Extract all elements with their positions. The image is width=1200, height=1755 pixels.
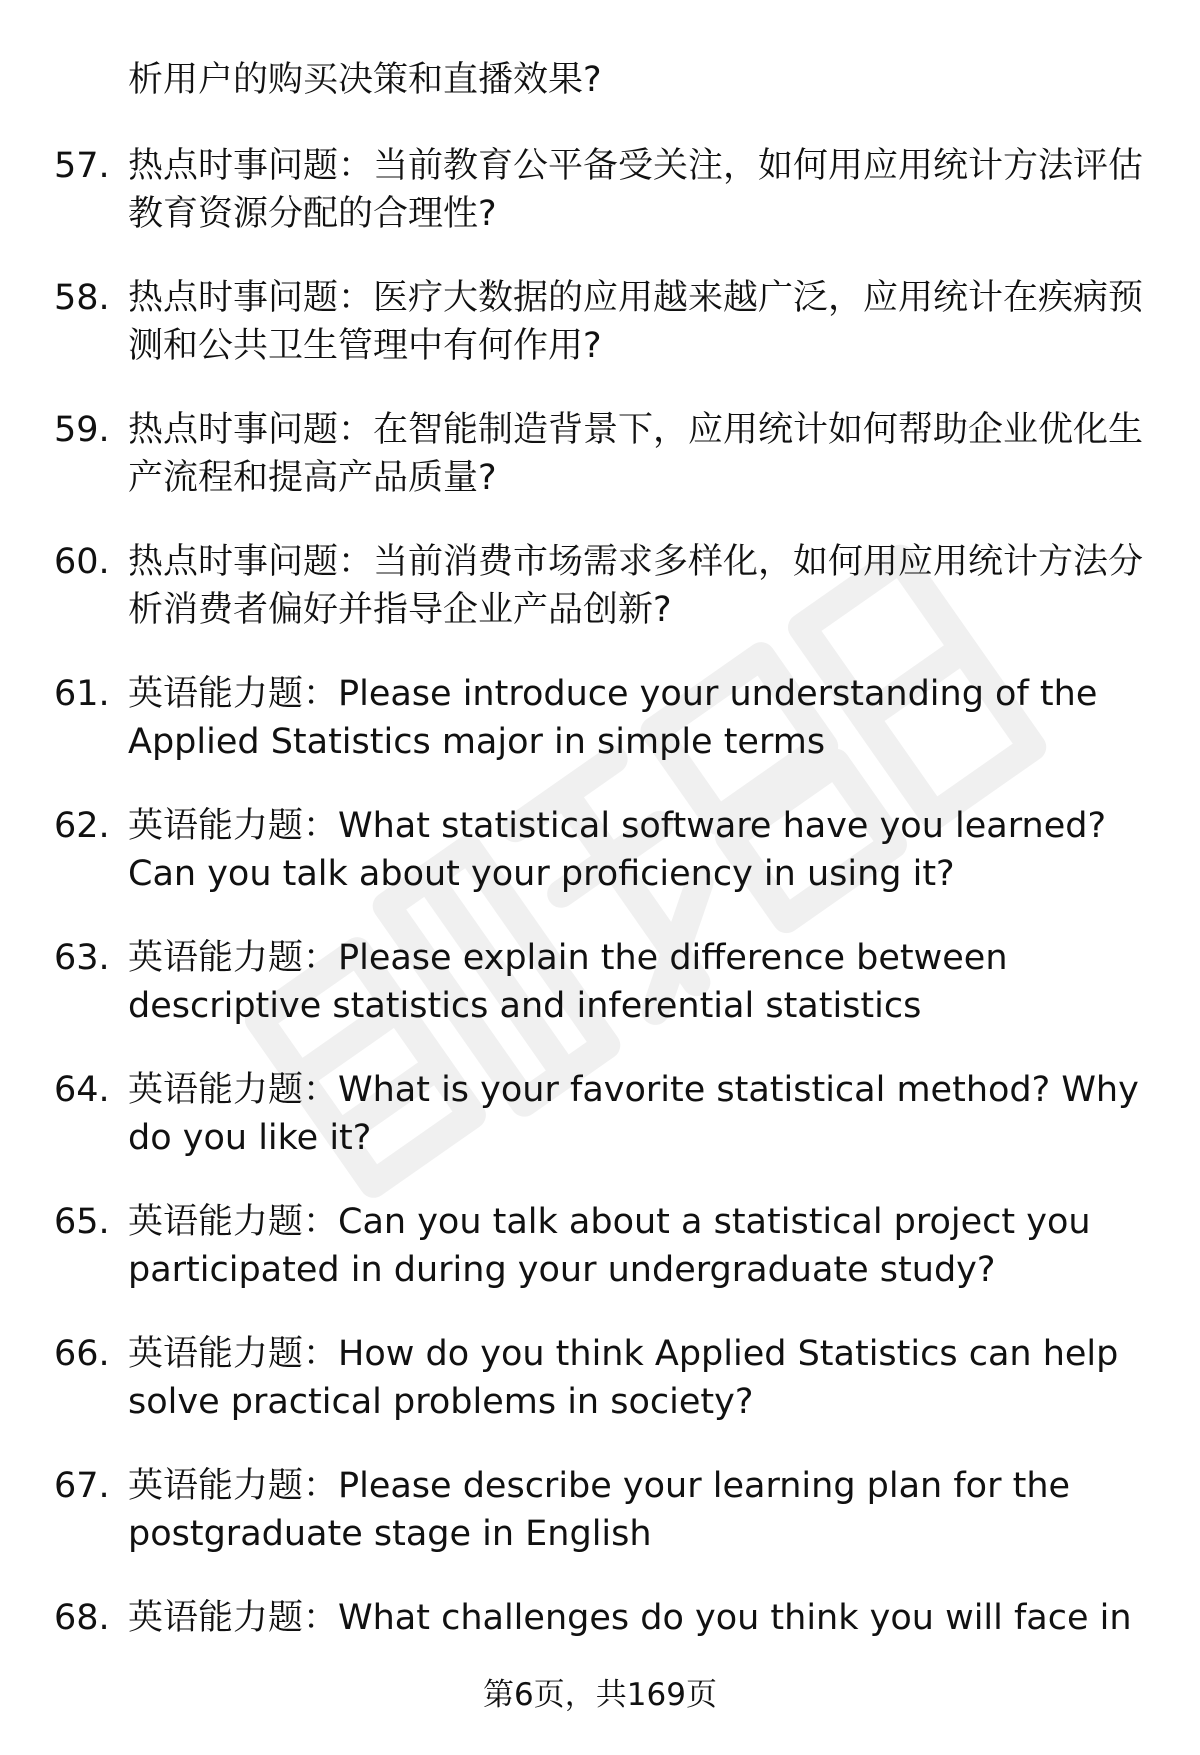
page-number-footer: 第6页，共169页 — [483, 1677, 717, 1713]
list-item — [0, 1198, 1200, 1330]
question-number: 62. — [54, 806, 110, 846]
question-text: 英语能力题：What is your favorite statistical method? Why do you like it? — [128, 1070, 1139, 1158]
question-text: 热点时事问题：当前消费市场需求多样化，如何用应用统计方法分析消费者偏好并指导企业产品创新? — [128, 542, 1144, 630]
list-item — [0, 1462, 1200, 1594]
question-list — [0, 142, 1200, 1726]
question-number: 67. — [54, 1466, 110, 1506]
list-item — [0, 142, 1200, 274]
question-number: 66. — [54, 1334, 110, 1374]
question-number: 58. — [54, 278, 110, 318]
question-number: 57. — [54, 146, 110, 186]
question-text: 英语能力题：What statistical software have you learned? Can you talk about your proficiency in using it? — [128, 806, 1107, 894]
question-text: 英语能力题：Please explain the difference between descriptive statistics and inferential statistics — [128, 938, 1008, 1026]
question-text: 英语能力题：How do you think Applied Statistics can help solve practical problems in society? — [128, 1334, 1119, 1422]
list-item — [0, 802, 1200, 934]
list-item — [0, 274, 1200, 406]
question-number: 60. — [54, 542, 110, 582]
list-item — [0, 934, 1200, 1066]
question-text: 热点时事问题：医疗大数据的应用越来越广泛，应用统计在疾病预测和公共卫生管理中有何作用? — [128, 278, 1144, 366]
question-number: 68. — [54, 1598, 110, 1638]
question-number: 63. — [54, 938, 110, 978]
question-text: 英语能力题：Can you talk about a statistical project you participated in during your undergraduate study? — [128, 1202, 1091, 1290]
question-text: 热点时事问题：当前教育公平备受关注，如何用应用统计方法评估教育资源分配的合理性? — [128, 146, 1144, 234]
list-item — [0, 406, 1200, 538]
list-item — [0, 1066, 1200, 1198]
question-text: 英语能力题：Please introduce your understanding of the Applied Statistics major in simple terms — [128, 674, 1098, 762]
question-text: 英语能力题：Please describe your learning plan for the postgraduate stage in English — [128, 1466, 1071, 1554]
list-item — [0, 538, 1200, 670]
list-item — [0, 1330, 1200, 1462]
question-number: 64. — [54, 1070, 110, 1110]
question-number: 61. — [54, 674, 110, 714]
continued-question-text: 析用户的购买决策和直播效果? — [128, 60, 602, 100]
question-number: 59. — [54, 410, 110, 450]
list-item — [0, 670, 1200, 802]
question-number: 65. — [54, 1202, 110, 1242]
question-text: 英语能力题：What challenges do you think you will face in — [128, 1598, 1132, 1638]
question-text: 热点时事问题：在智能制造背景下，应用统计如何帮助企业优化生产流程和提高产品质量? — [128, 410, 1144, 498]
